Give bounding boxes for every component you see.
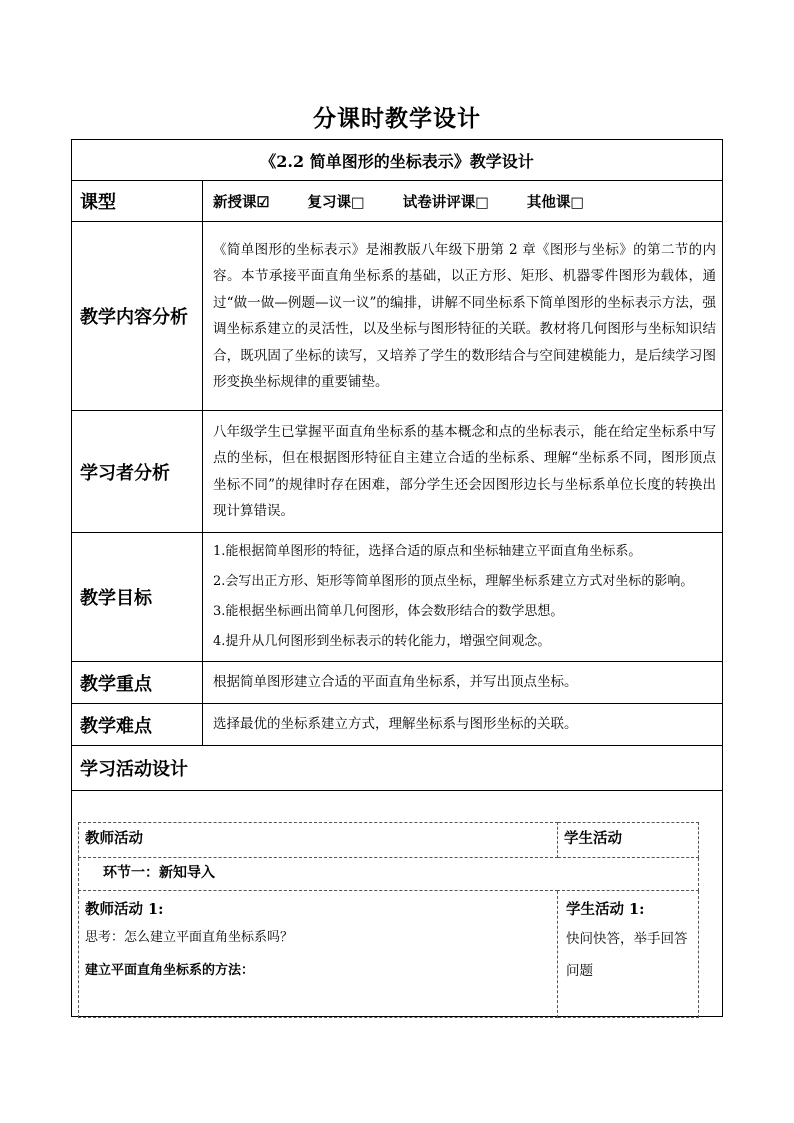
difficulties-text: 选择最优的坐标系建立方式，理解坐标系与图形坐标的关联。 (203, 704, 723, 746)
option-new-lesson: 新授课☑ (213, 193, 270, 211)
key-points-label: 教学重点 (72, 662, 203, 704)
learner-analysis-label: 学习者分析 (72, 411, 203, 533)
teacher-question: 思考：怎么建立平面直角坐标系吗？ (85, 930, 294, 945)
objectives-label: 教学目标 (72, 533, 203, 662)
teacher-activity-title: 教师活动 1: (85, 901, 164, 918)
option-other-lesson: 其他课□ (526, 193, 585, 211)
content-analysis-text: 《简单图形的坐标表示》是湘教版八年级下册第 2 章《图形与坐标》的第二节的内容。本节承接平面直角坐标系的基础，以正方形、矩形、机器零件图形为载体，通过“做一做—例题—议一议”的编排，讲解不同坐标系下简单图形的坐标表示方法，强调坐标系建立的灵活性，以及坐标与图形特征的关联。教材将几何图形与坐标知识结合，既巩固了坐标的读写，又培养了学生的数形结合与空间建模能力，是后续学习图形变换坐标规律的重要铺垫。 (203, 222, 723, 411)
objectives-list (203, 533, 723, 662)
step-title: 环节一：新知导入 (79, 858, 699, 891)
student-activity-text: 快问快答，举手回答问题 (566, 931, 688, 979)
objective-item: 1.能根据简单图形的特征，选择合适的原点和坐标轴建立平面直角坐标系。 (213, 544, 642, 559)
page-title: 分课时教学设计 (313, 105, 481, 132)
difficulties-label: 教学难点 (72, 704, 203, 746)
course-type-options (203, 181, 723, 222)
content-analysis-label: 教学内容分析 (72, 222, 203, 411)
student-activity-header: 学生活动 (558, 823, 699, 858)
option-exam-review-lesson: 试卷讲评课□ (402, 193, 489, 211)
student-activity-cell (558, 891, 699, 1018)
activity-design-label: 学习活动设计 (72, 746, 723, 791)
option-review-lesson: 复习课□ (307, 193, 365, 211)
learner-analysis-text: 八年级学生已掌握平面直角坐标系的基本概念和点的坐标表示，能在给定坐标系中写点的坐标，但在根据图形特征自主建立合适的坐标系、理解“坐标系不同，图形顶点坐标不同”的规律时存在困难，部分学生还会因图形边长与坐标系单位长度的转换出现计算错误。 (203, 411, 723, 533)
teacher-activity-header: 教师活动 (79, 823, 558, 858)
activity-table (78, 822, 699, 1018)
lesson-design-table (71, 139, 723, 1017)
key-points-text: 根据简单图形建立合适的平面直角坐标系，并写出顶点坐标。 (203, 662, 723, 704)
course-type-label: 课型 (72, 181, 203, 222)
activity-design-area (72, 791, 723, 1017)
lesson-title: 《2.2 简单图形的坐标表示》教学设计 (72, 140, 723, 181)
student-activity-title: 学生活动 1: (566, 901, 645, 918)
objective-item: 3.能根据坐标画出简单几何图形，体会数形结合的数学思想。 (213, 604, 564, 619)
teacher-method: 建立平面直角坐标系的方法： (85, 963, 255, 978)
objective-item: 4.提升从几何图形到坐标表示的转化能力，增强空间观念。 (213, 634, 551, 649)
teacher-activity-cell (79, 891, 558, 1018)
objective-item: 2.会写出正方形、矩形等简单图形的顶点坐标，理解坐标系建立方式对坐标的影响。 (213, 574, 694, 589)
